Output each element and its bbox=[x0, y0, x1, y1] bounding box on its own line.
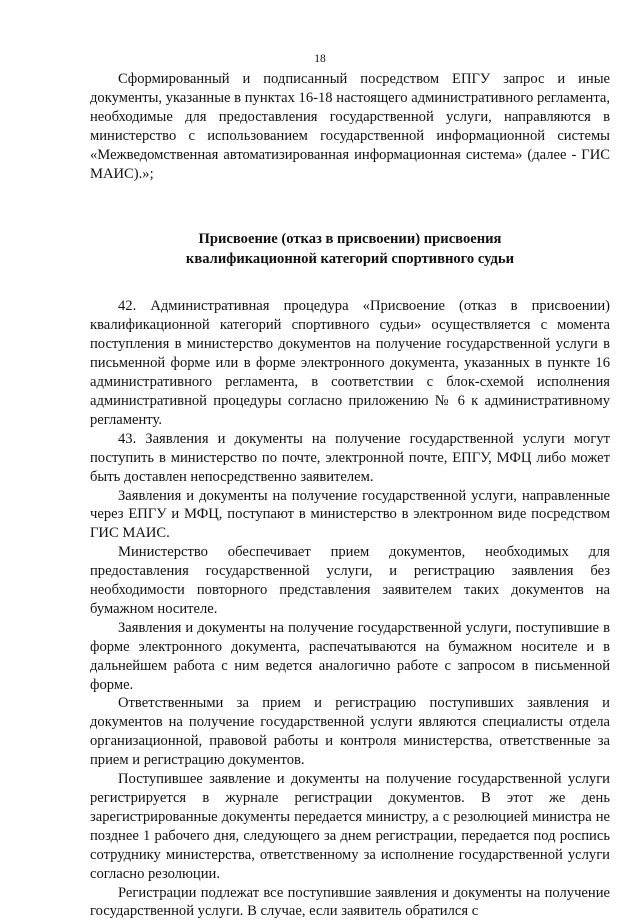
section-heading-line-1: Присвоение (отказ в присвоении) присвоения bbox=[198, 231, 502, 248]
paragraph-registration-all: Регистрации подлежат все поступившие заявления и документы на получение государственной услуги. В случае, если заявитель обратился с bbox=[90, 884, 610, 920]
paragraph-43: 43. Заявления и документы на получение государственной услуги могут поступить в министерство по почте, электронной почте, ЕПГУ, МФЦ либо может быть доставлен непосредственно заявителем. bbox=[90, 430, 610, 485]
paragraph-electronic-documents: Заявления и документы на получение государственной услуги, поступившие в форме электронного документа, распечатываются на бумажном носителе и в дальнейшем работа с ним ведется аналогично работе с запросом в письменной форме. bbox=[90, 619, 610, 693]
section-heading bbox=[90, 229, 610, 269]
paragraph-42: 42. Административная процедура «Присвоение (отказ в присвоении) квалификационной категорий спортивного судьи» осуществляется с момента поступления в министерство документов на получение государственной услуги в письменной форме или в форме электронного документа, указанных в пункте 16 административного регламента, в соответствии с блок-схемой исполнения административной процедуры согласно приложению № 6 к административному регламенту. bbox=[90, 298, 610, 428]
page-number: 18 bbox=[314, 53, 326, 65]
paragraph-ministry-reception: Министерство обеспечивает прием документов, необходимых для предоставления государственной услуги, и регистрацию заявления без необходимости повторного представления заявителем таких документов на бумажном носителе. bbox=[90, 544, 610, 617]
section-heading-line-2: квалификационной категорий спортивного судьи bbox=[185, 251, 515, 268]
document-body bbox=[90, 70, 610, 921]
paragraph-epgu-mfc: Заявления и документы на получение государственной услуги, направленные через ЕПГУ и МФЦ, поступают в министерство в электронном виде посредством ГИС МАИС. bbox=[90, 487, 610, 542]
paragraph-responsible-staff: Ответственными за прием и регистрацию поступивших заявления и документов на получение государственной услуги являются специалисты отдела организационной, правовой работы и контроля министерства, ответственные за прием и регистрацию документов. bbox=[90, 695, 610, 769]
intro-paragraph: Сформированный и подписанный посредством ЕПГУ запрос и иные документы, указанные в пунктах 16-18 настоящего административного регламента, необходимые для предоставления государственной услуги, направляются в министерство с использованием государственной информационной системы «Межведомственная автоматизированная информационная система» (далее - ГИС МАИС).»; bbox=[90, 71, 610, 182]
paragraph-registration-journal: Поступившее заявление и документы на получение государственной услуги регистрируется в журнале регистрации документов. В этот же день зарегистрированные документы передается министру, а с резолюцией министра не позднее 1 рабочего дня, следующего за днем регистрации, передается под роспись сотруднику министерства, ответственному за исполнение государственной услуги согласно резолюции. bbox=[90, 771, 610, 882]
